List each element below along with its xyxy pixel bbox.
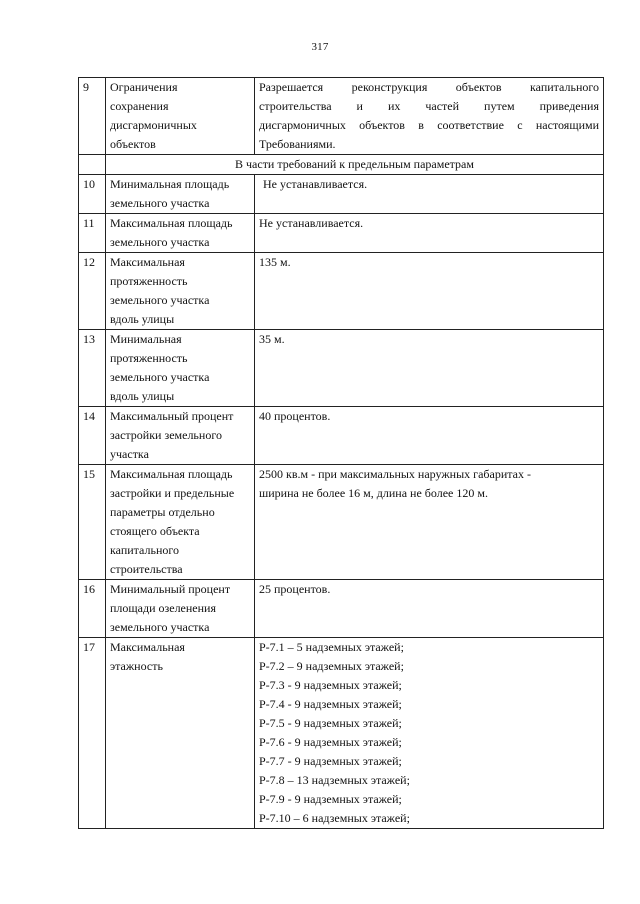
parameter-name-line: участка [110, 447, 149, 461]
row-number: 15 [79, 465, 106, 580]
parameter-name-line: объектов [110, 137, 156, 151]
parameter-name-line: протяженность [110, 274, 188, 288]
parameter-name-line: земельного участка [110, 370, 210, 384]
parameter-name [106, 580, 255, 638]
parameter-value-line: Р-7.5 - 9 надземных этажей; [259, 716, 402, 730]
section-title: В части требований к предельным параметрам [106, 155, 604, 175]
parameter-name [106, 214, 255, 253]
parameter-value-line: Р-7.6 - 9 надземных этажей; [259, 735, 402, 749]
parameter-name-line: Максимальная [110, 640, 185, 654]
parameter-name-line: площади озеленения [110, 601, 216, 615]
parameter-value-line: Р-7.1 – 5 надземных этажей; [259, 640, 404, 654]
row-number: 13 [79, 330, 106, 407]
parameter-name-line: вдоль улицы [110, 312, 175, 326]
parameter-value [255, 330, 604, 407]
parameter-value-line: 40 процентов. [259, 409, 331, 423]
parameter-value-line: 135 м. [259, 255, 291, 269]
table-row [79, 214, 604, 253]
parameter-value-line: Не устанавливается. [259, 216, 364, 230]
row-number: 12 [79, 253, 106, 330]
parameter-value [255, 253, 604, 330]
parameter-value-line: строительства и их частей путем приведения [259, 99, 599, 113]
parameter-value-line: Р-7.7 - 9 надземных этажей; [259, 754, 402, 768]
parameter-name-line: стоящего объекта [110, 524, 200, 538]
table-row [79, 638, 604, 829]
table-row [79, 407, 604, 465]
parameter-name-line: Минимальный процент [110, 582, 231, 596]
table-row [79, 175, 604, 214]
parameter-name [106, 175, 255, 214]
parameter-name-line: застройки земельного [110, 428, 222, 442]
table-row [79, 465, 604, 580]
table-row [79, 253, 604, 330]
parameter-value-line: 25 процентов. [259, 582, 331, 596]
parameter-value [255, 580, 604, 638]
row-number: 14 [79, 407, 106, 465]
parameter-name-line: капитального [110, 543, 179, 557]
table-row [79, 78, 604, 155]
parameter-name [106, 78, 255, 155]
parameter-value [255, 407, 604, 465]
row-number: 10 [79, 175, 106, 214]
parameter-name [106, 465, 255, 580]
parameter-name-line: земельного участка [110, 620, 210, 634]
parameter-name-line: сохранения [110, 99, 169, 113]
parameter-value-line: 35 м. [259, 332, 285, 346]
parameter-name-line: застройки и предельные [110, 486, 235, 500]
parameter-name [106, 407, 255, 465]
page-number: 317 [311, 41, 329, 53]
row-number: 16 [79, 580, 106, 638]
parameter-name-line: Максимальная площадь [110, 216, 233, 230]
parameter-name-line: строительства [110, 562, 183, 576]
parameter-value-line: Р-7.8 – 13 надземных этажей; [259, 773, 410, 787]
parameter-value-line: Требованиями. [259, 137, 336, 151]
parameter-name-line: вдоль улицы [110, 389, 175, 403]
parameter-name [106, 330, 255, 407]
parameter-name-line: земельного участка [110, 293, 210, 307]
parameter-name-line: Минимальная [110, 332, 182, 346]
parameter-value-line: Р-7.10 – 6 надземных этажей; [259, 811, 410, 825]
parameter-name-line: Максимальная площадь [110, 467, 233, 481]
parameter-value-line: Р-7.3 - 9 надземных этажей; [259, 678, 402, 692]
parameter-name-line: этажность [110, 659, 163, 673]
parameter-name-line: Максимальная [110, 255, 185, 269]
parameter-name-line: протяженность [110, 351, 188, 365]
parameter-name-line: Максимальный процент [110, 409, 234, 423]
parameter-name-line: земельного участка [110, 196, 210, 210]
parameter-value [255, 78, 604, 155]
parameter-name-line: Минимальная площадь [110, 177, 230, 191]
row-number: 9 [79, 78, 106, 155]
row-number: 17 [79, 638, 106, 829]
parameter-value-line: Р-7.4 - 9 надземных этажей; [259, 697, 402, 711]
parameter-value-line: Р-7.2 – 9 надземных этажей; [259, 659, 404, 673]
row-number: 11 [79, 214, 106, 253]
parameter-name-line: параметры отдельно [110, 505, 215, 519]
parameter-name [106, 253, 255, 330]
requirements-table [78, 77, 604, 829]
parameter-value-line: Не устанавливается. [263, 177, 368, 191]
parameter-value [255, 465, 604, 580]
section-row [79, 155, 604, 175]
parameter-name [106, 638, 255, 829]
row-number [79, 155, 106, 175]
parameter-value-line: 2500 кв.м - при максимальных наружных габаритах - [259, 467, 531, 481]
parameter-value [255, 175, 604, 214]
parameter-value-line: Разрешается реконструкция объектов капитального [259, 80, 599, 94]
parameter-value [255, 214, 604, 253]
parameter-value-line: ширина не более 16 м, длина не более 120 м. [259, 486, 488, 500]
parameter-value-line: Р-7.9 - 9 надземных этажей; [259, 792, 402, 806]
parameter-name-line: земельного участка [110, 235, 210, 249]
parameter-name-line: Ограничения [110, 80, 178, 94]
table-row [79, 330, 604, 407]
parameter-value-line: дисгармоничных объектов в соответствие с настоящими [259, 118, 599, 132]
parameter-value [255, 638, 604, 829]
table-row [79, 580, 604, 638]
parameter-name-line: дисгармоничных [110, 118, 197, 132]
